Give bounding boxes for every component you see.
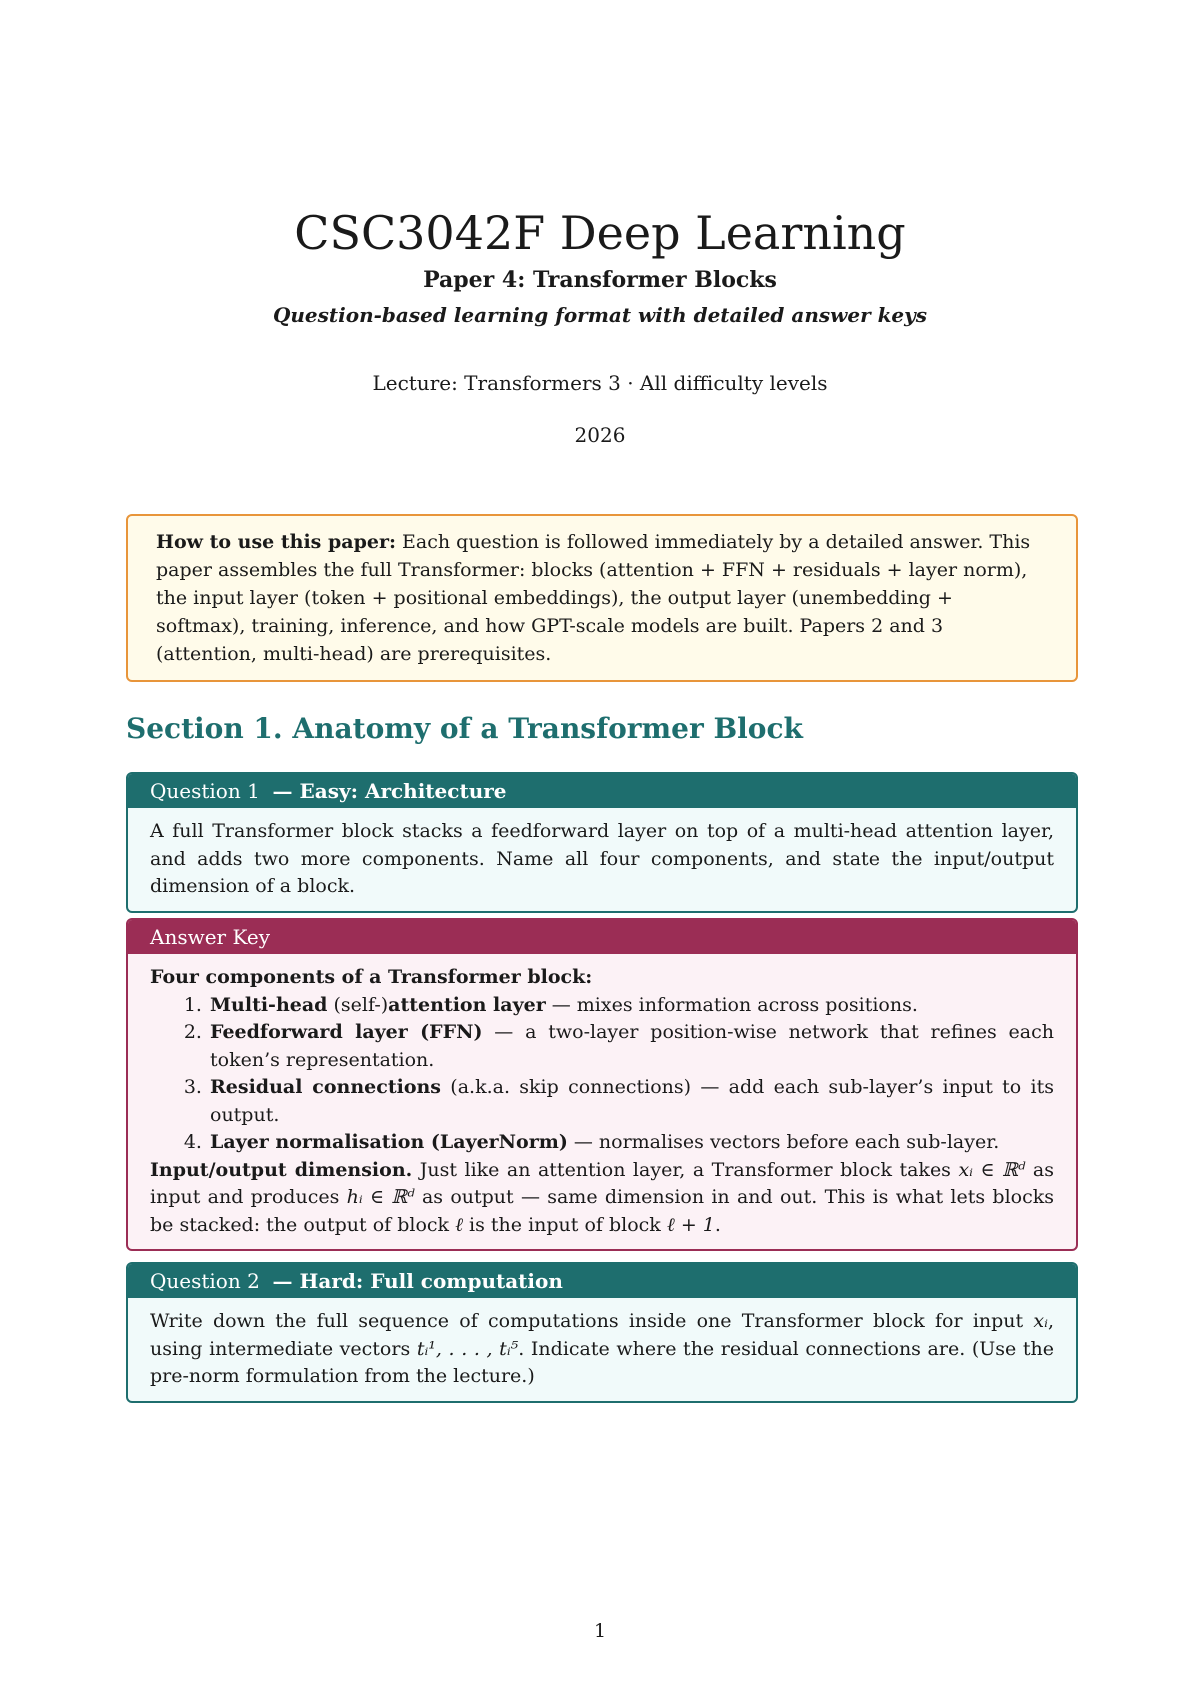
year: 2026 <box>574 423 626 447</box>
answer-intro: Four components of a Transformer block: <box>150 966 593 988</box>
answer-key-1-header: Answer Key <box>128 920 1076 954</box>
how-to-text: Each question is followed immediately by a detailed answer. This paper assembles the full Transformer: blocks (attention + FFN + residuals + layer norm), the input layer (token + positional embeddings), the output layer (unembedding + softmax), training, inference, and how GPT-scale models are built. Papers 2 and 3 (attention, multi-head) are prerequisites. <box>156 531 1031 665</box>
list-item: 4. Layer normalisation (LayerNorm) — normalises vectors before each sub-layer. <box>208 1129 1054 1157</box>
question-2-number: Question 2 <box>150 1269 260 1293</box>
answer-key-1-body <box>128 954 1076 1249</box>
lecture-line: Lecture: Transformers 3 · All difficulty levels <box>372 371 828 395</box>
list-item: 1. Multi-head (self-)attention layer — mixes information across positions. <box>208 992 1054 1020</box>
question-2-header <box>128 1264 1076 1298</box>
question-1-box <box>126 772 1078 913</box>
page-number: 1 <box>593 1620 607 1642</box>
question-2-body: Write down the full sequence of computations inside one Transformer block for input xᵢ, using intermediate vectors tᵢ¹, . . . , tᵢ⁵. Indicate where the residual connections are. (Use the pre-norm formulation from the lecture.) <box>150 1310 1055 1387</box>
question-2-box <box>126 1262 1078 1403</box>
question-1-level: — Easy: Architecture <box>272 779 507 803</box>
title-block <box>0 205 1200 447</box>
components-list <box>150 992 1054 1157</box>
page-title: CSC3042F Deep Learning <box>294 206 906 260</box>
paper-tagline: Question-based learning format with detailed answer keys <box>272 303 928 327</box>
question-1-header <box>128 774 1076 808</box>
question-1-number: Question 1 <box>150 779 260 803</box>
question-2-level: — Hard: Full computation <box>272 1269 563 1293</box>
how-to-label: How to use this paper: <box>156 531 396 553</box>
paper-subtitle: Paper 4: Transformer Blocks <box>423 267 777 293</box>
how-to-use-box <box>126 514 1078 682</box>
list-item: 3. Residual connections (a.k.a. skip connections) — add each sub-layer’s input to its output. <box>208 1074 1054 1129</box>
question-1-body: A full Transformer block stacks a feedforward layer on top of a multi-head attention layer, and adds two more components. Name all four components, and state the input/output dimension of a block. <box>150 820 1054 897</box>
section-1-heading: Section 1. Anatomy of a Transformer Block <box>126 712 803 745</box>
dimension-paragraph: Input/output dimension. Just like an attention layer, a Transformer block takes xᵢ ∈ ℝᵈ as input and produces hᵢ ∈ ℝᵈ as output — same dimension in and out. This is what lets blocks be stacked: the output of block ℓ is the input of block ℓ + 1. <box>150 1158 1055 1236</box>
list-item: 2. Feedforward layer (FFN) — a two-layer position-wise network that refines each token’s representation. <box>208 1019 1054 1074</box>
answer-key-1-box <box>126 918 1078 1251</box>
